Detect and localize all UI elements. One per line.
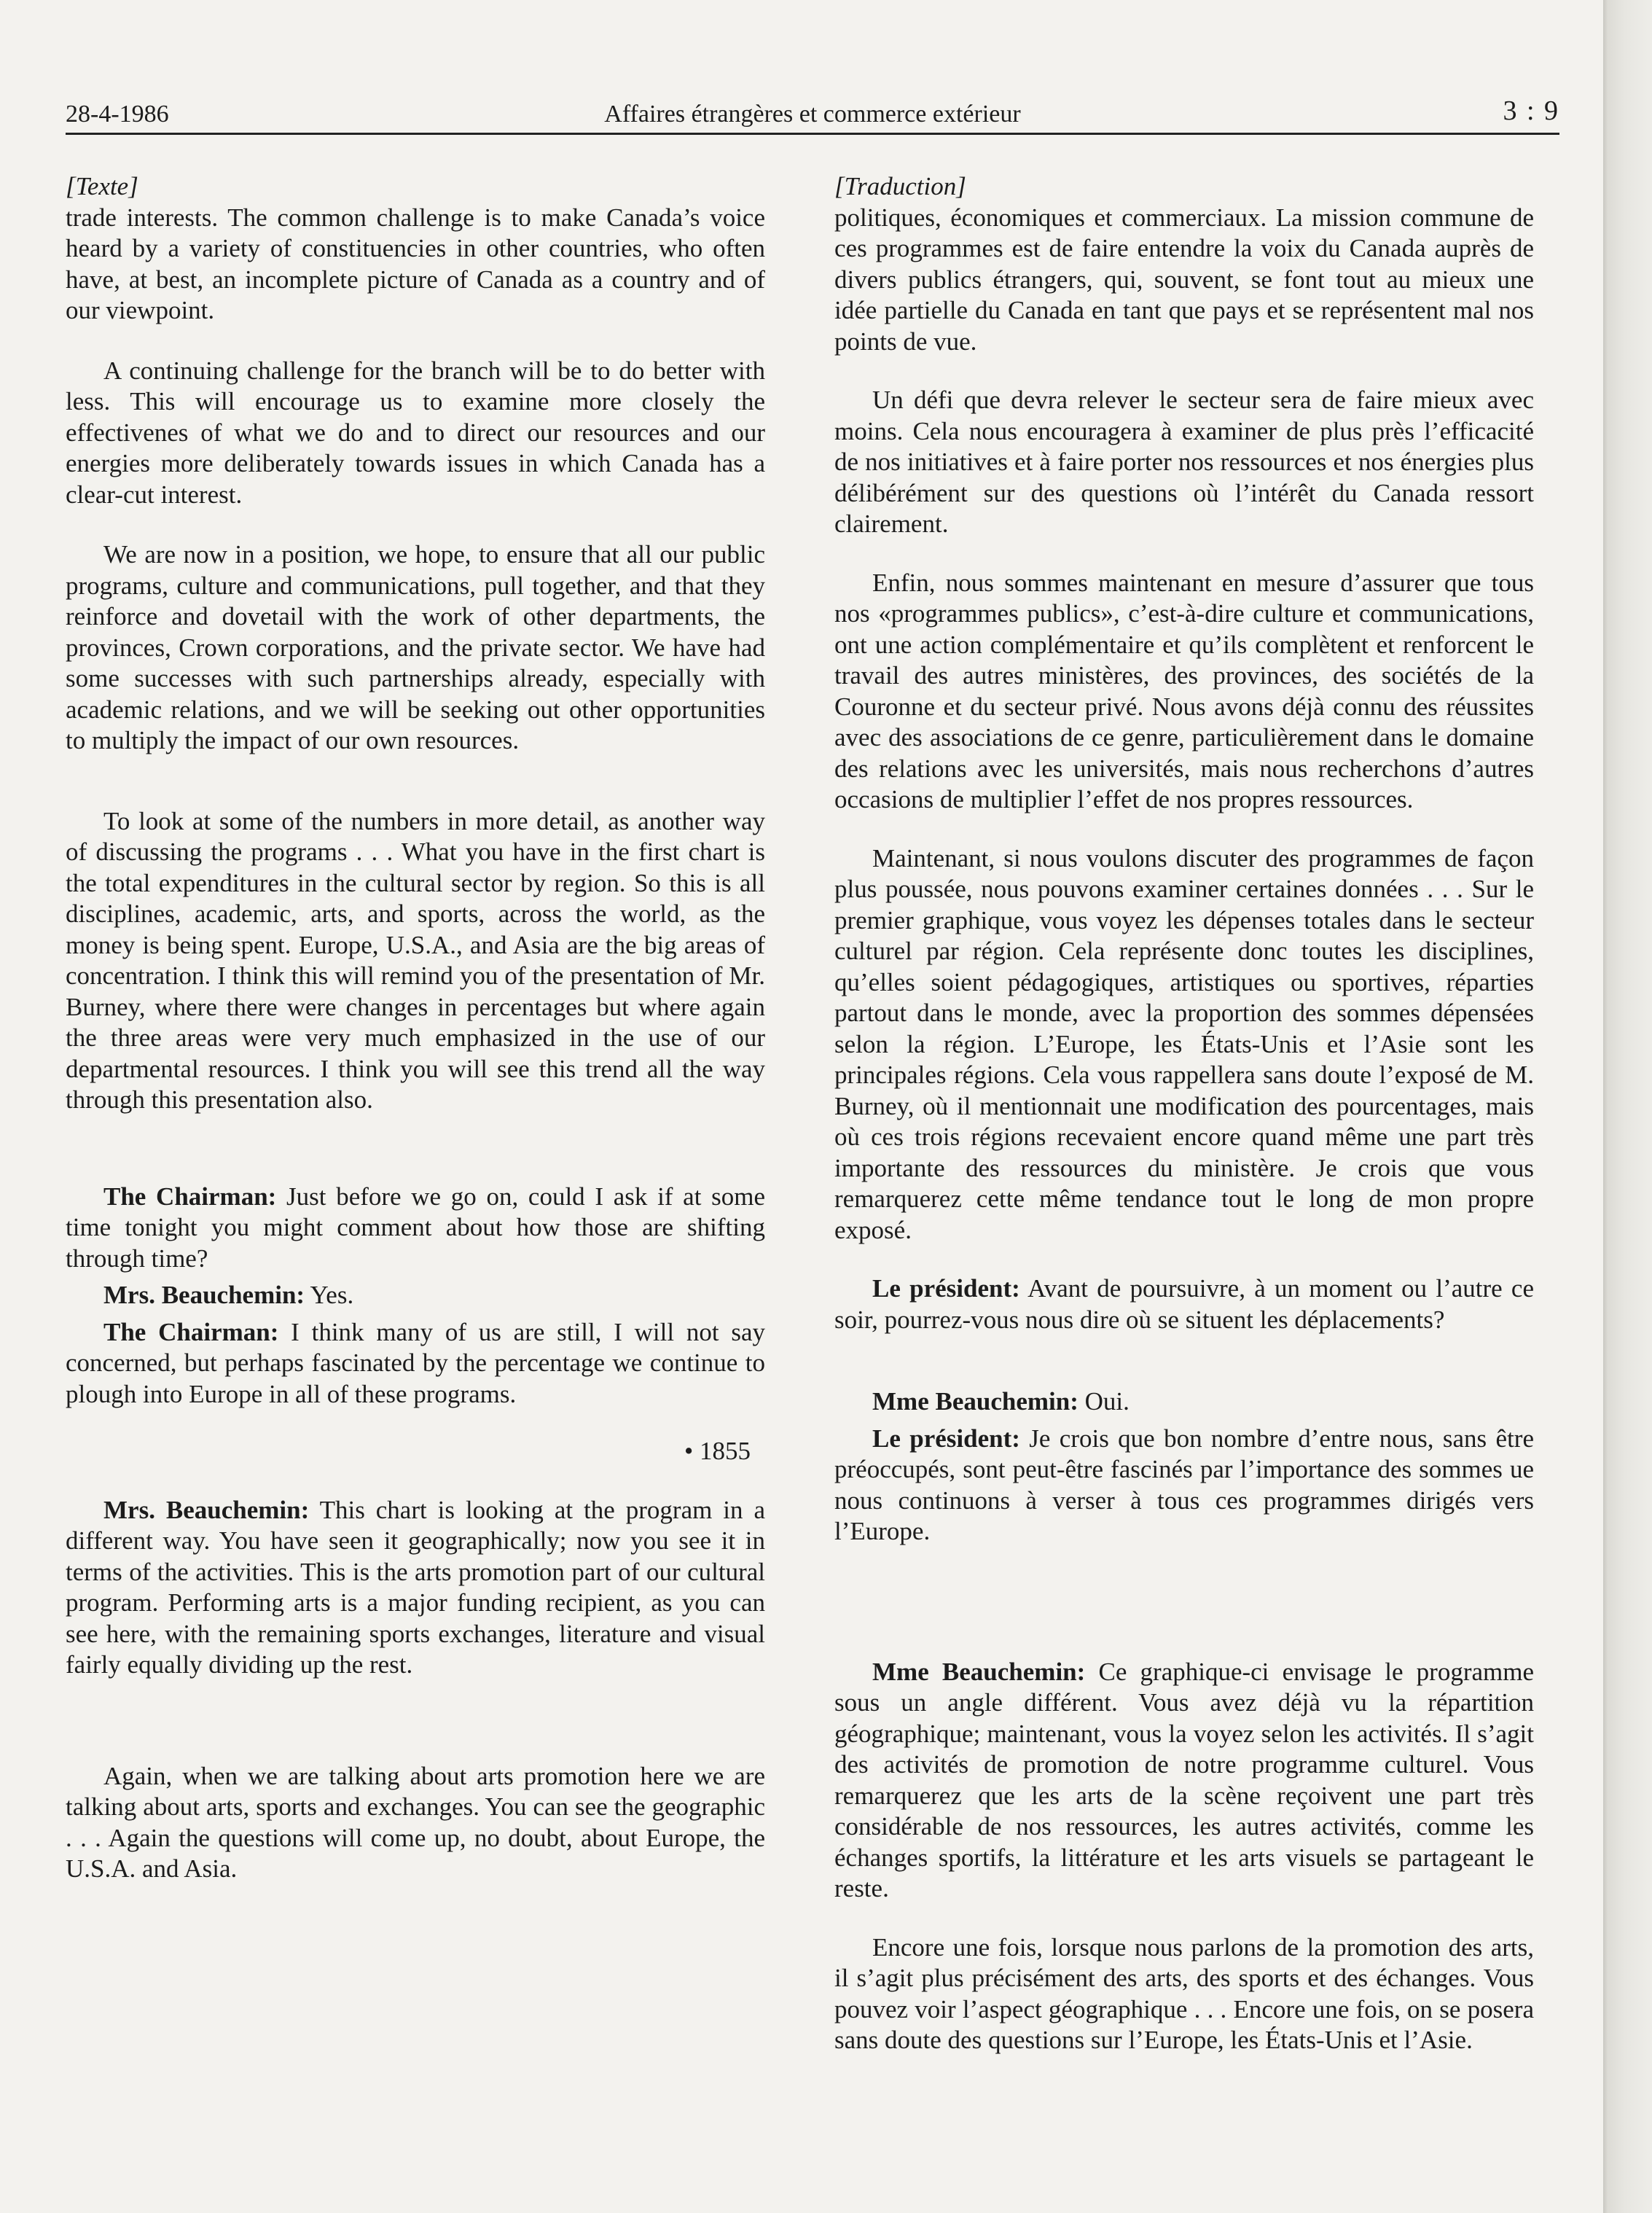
paragraph: Un défi que devra relever le secteur sera de faire mieux avec moins. Cela nous encouragera à examiner de plus près l’efficacité de nos initiatives et à faire porter nos ressources et nos énergies plus délibérément sur des questions où l’intérêt du Canada ressort clairement.: [834, 386, 1534, 538]
paragraph: Enfin, nous sommes maintenant en mesure d’assurer que tous nos «programmes publics», c’est-à-dire culture et communications, ont une action complémentaire et qu’ils complètent et renforcent le travail des autres ministères, des provinces, des sociétés de la Couronne et du secteur privé. Nous avons déjà connu des réussites avec des associations de ce genre, particulièrement dans le domaine des relations avec les universités, mais nous recherchons d’autres occasions de multiplier l’effet de nos propres ressources.: [834, 568, 1534, 813]
page-header: [66, 95, 1559, 133]
speaker-label: Mrs. Beauchemin:: [103, 1495, 310, 1524]
speaker-label: Mrs. Beauchemin:: [103, 1281, 305, 1309]
speech-text: Je crois que bon nombre d’entre nous, sans être préoccupés, sont peut-être fascinés par l’importance des sommes ue nous continuons à verser à tous ces programmes dirigés vers l’Europe.: [834, 1424, 1534, 1545]
beauchemin-reply: [66, 1280, 765, 1311]
paragraph: To look at some of the numbers in more detail, as another way of discussing the programs . . . What you have in the first chart is the total expenditures in the cultural sector by region. So this is all disciplines, academic, arts, and sports, across the world, as the money is being spent. Europe, U.S.A., and Asia are the big areas of concentration. I think this will remind you of the presentation of Mr. Burney, where there were changes in percentages but where again the three areas were very much emphasized in the use of our departmental resources. I think you will see this trend all the way through this presentation also.: [66, 806, 765, 1114]
paragraph: We are now in a position, we hope, to ensure that all our public programs, culture and communications, pull together, and that they reinforce and dovetail with the work of other departments, the provinces, Crown corporations, and the private sector. We have had some successes with such partnerships already, especially with academic relations, and we will be seeking out other opportunities to multiply the impact of our own resources.: [66, 540, 765, 754]
header-page-number: 3 : 9: [1503, 95, 1559, 126]
speaker-label: Le président:: [872, 1274, 1020, 1303]
page-edge: [1603, 0, 1652, 2213]
beauchemin-reply: [834, 1386, 1534, 1418]
president-question: [834, 1273, 1534, 1335]
paragraph: A continuing challenge for the branch will be to do better with less. This will encourage us to examine more closely the effectivenes of what we do and to direct our resources and our energies more deliberately towards issues in which Canada has a clear-cut interest.: [66, 356, 765, 509]
speech-text: Oui.: [1078, 1387, 1130, 1416]
paragraph: politiques, économiques et commerciaux. La mission commune de ces programmes est de faire entendre la voix du Canada auprès de divers publics étrangers, qui, souvent, se font tout au mieux une idée partielle du Canada en tant que pays et se représentent mal nos points de vue.: [834, 203, 1534, 356]
column-label-texte: [Texte]: [66, 172, 138, 200]
speech-text: Just before we go on, could I ask if at some time tonight you might comment about how those are shifting through time?: [66, 1182, 765, 1273]
speech-text: I think many of us are still, I will not say concerned, but perhaps fascinated by the percentage we continue to plough into Europe in all of these programs.: [66, 1317, 765, 1408]
speaker-label: Mme Beauchemin:: [872, 1387, 1079, 1416]
paragraph: Encore une fois, lorsque nous parlons de la promotion des arts, il s’agit plus précisément des arts, des sports et des échanges. Vous pouvez voir l’aspect géographique . . . Encore une fois, on se posera sans doute des questions sur l’Europe, les États-Unis et l’Asie.: [834, 1932, 1534, 2054]
speech-text: This chart is looking at the program in a different way. You have seen it geographically; now you see it in terms of the activities. This is the arts promotion part of our cultural program. Performing arts is a major funding recipient, as you can see here, with the remaining sports exchanges, literature and visual fairly equally dividing up the rest.: [66, 1495, 765, 1679]
chairman-comment: [66, 1317, 765, 1410]
speech-text: Yes.: [305, 1281, 354, 1309]
column-label-traduction: [Traduction]: [834, 172, 966, 200]
speaker-label: The Chairman:: [103, 1182, 277, 1211]
paragraph: Again, when we are talking about arts promotion here we are talking about arts, sports and exchanges. You can see the geographic . . . Again the questions will come up, no doubt, about Europe, the U.S.A. and Asia.: [66, 1761, 765, 1883]
speech-text: Avant de poursuivre, à un moment ou l’autre ce soir, pourrez-vous nous dire où se situent les déplacements?: [834, 1274, 1534, 1334]
paragraph: Maintenant, si nous voulons discuter des programmes de façon plus poussée, nous pouvons examiner certaines données . . . Sur le premier graphique, vous voyez les dépenses totales dans le secteur culturel par région. Cela représente donc toutes les disciplines, qu’elles soient pédagogiques, artistiques ou sportives, réparties partout dans le monde, avec la proportion des sommes dépensées selon la région. L’Europe, les États-Unis et l’Asie sont les principales régions. Cela vous rappellera sans doute l’exposé de M. Burney, où il mentionnait une modification des pourcentages, mais où ces trois régions recevaient encore quand même une part très importante des ressources du ministère. Je crois que vous remarquerez cette même tendance tout le long de mon propre exposé.: [834, 843, 1534, 1244]
beauchemin-chart-explanation: [834, 1657, 1534, 1905]
chairman-question: [66, 1182, 765, 1275]
paragraph: trade interests. The common challenge is to make Canada’s voice heard by a variety of constituencies in other countries, who often have, at best, an incomplete picture of Canada as a country and of our viewpoint.: [66, 203, 765, 324]
beauchemin-chart-explanation: [66, 1495, 765, 1681]
time-marker: • 1855: [684, 1437, 751, 1465]
speaker-label: Le président:: [872, 1424, 1020, 1453]
french-column: [834, 171, 1534, 2056]
english-column: [66, 171, 765, 1885]
header-rule: [66, 133, 1559, 135]
header-title: Affaires étrangères et commerce extérieur: [604, 101, 1021, 128]
header-date: 28-4-1986: [66, 101, 169, 128]
president-comment: [834, 1424, 1534, 1547]
speech-text: Ce graphique-ci envisage le programme sous un angle différent. Vous avez déjà vu la répartition géographique; maintenant, vous la voyez selon les activités. Il s’agit des activités de promotion de notre programme culturel. Vous remarquerez que les arts de la scène reçoivent une part très considérable de nos ressources, les autres activités, comme les échanges sportifs, la littérature et les arts visuels se partageant le reste.: [834, 1657, 1534, 1902]
speaker-label: Mme Beauchemin:: [872, 1657, 1086, 1686]
speaker-label: The Chairman:: [103, 1317, 279, 1346]
